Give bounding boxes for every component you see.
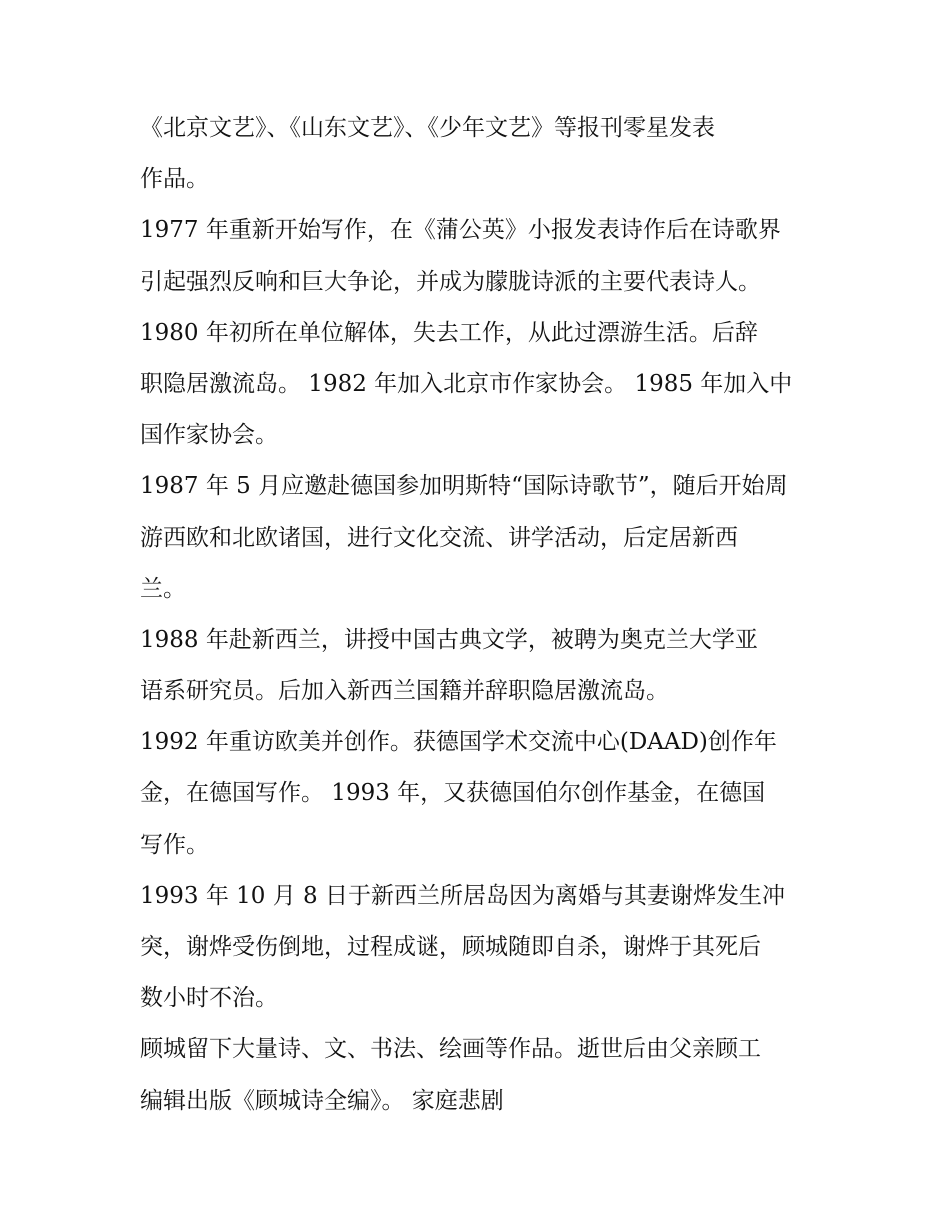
text-line: 职隐居激流岛。 1982 年加入北京市作家协会。 1985 年加入中 (140, 370, 793, 397)
text-line: 游西欧和北欧诸国，进行文化交流、讲学活动，后定居新西 (140, 524, 738, 551)
text-line: 1992 年重访欧美并创作。获德国学术交流中心(DAAD)创作年 (140, 729, 777, 756)
text-line: 1980 年初所在单位解体，失去工作，从此过漂游生活。后辞 (140, 319, 758, 346)
text-line: 作品。 (140, 166, 209, 193)
text-line: 国作家协会。 (140, 422, 278, 449)
text-line: 顾城留下大量诗、文、书法、绘画等作品。逝世后由父亲顾工 (140, 1036, 761, 1063)
text-line: 1987 年 5 月应邀赴德国参加明斯特“国际诗歌节”，随后开始周 (140, 473, 788, 500)
text-line: 写作。 (140, 831, 209, 858)
text-line: 1993 年 10 月 8 日于新西兰所居岛因为离婚与其妻谢烨发生冲 (140, 882, 785, 909)
text-line: 《北京文艺》、《山东文艺》、《少年文艺》等报刊零星发表 (140, 115, 715, 141)
text-line: 1977 年重新开始写作，在《蒲公英》小报发表诗作后在诗歌界 (140, 217, 781, 244)
text-line: 数小时不治。 (140, 985, 278, 1012)
text-line: 兰。 (140, 575, 186, 602)
text-line: 金，在德国写作。 1993 年，又获德国伯尔创作基金，在德国 (140, 780, 766, 807)
text-line: 突，谢烨受伤倒地，过程成谜，顾城随即自杀，谢烨于其死后 (140, 934, 761, 960)
text-line: 编辑出版《顾城诗全编》。 家庭悲剧 (140, 1087, 504, 1114)
text-line: 引起强烈反响和巨大争论，并成为朦胧诗派的主要代表诗人。 (140, 268, 761, 295)
text-line: 1988 年赴新西兰，讲授中国古典文学，被聘为奥克兰大学亚 (140, 626, 758, 653)
text-line: 语系研究员。后加入新西兰国籍并辞职隐居激流岛。 (140, 678, 669, 705)
body-text (140, 103, 830, 1127)
